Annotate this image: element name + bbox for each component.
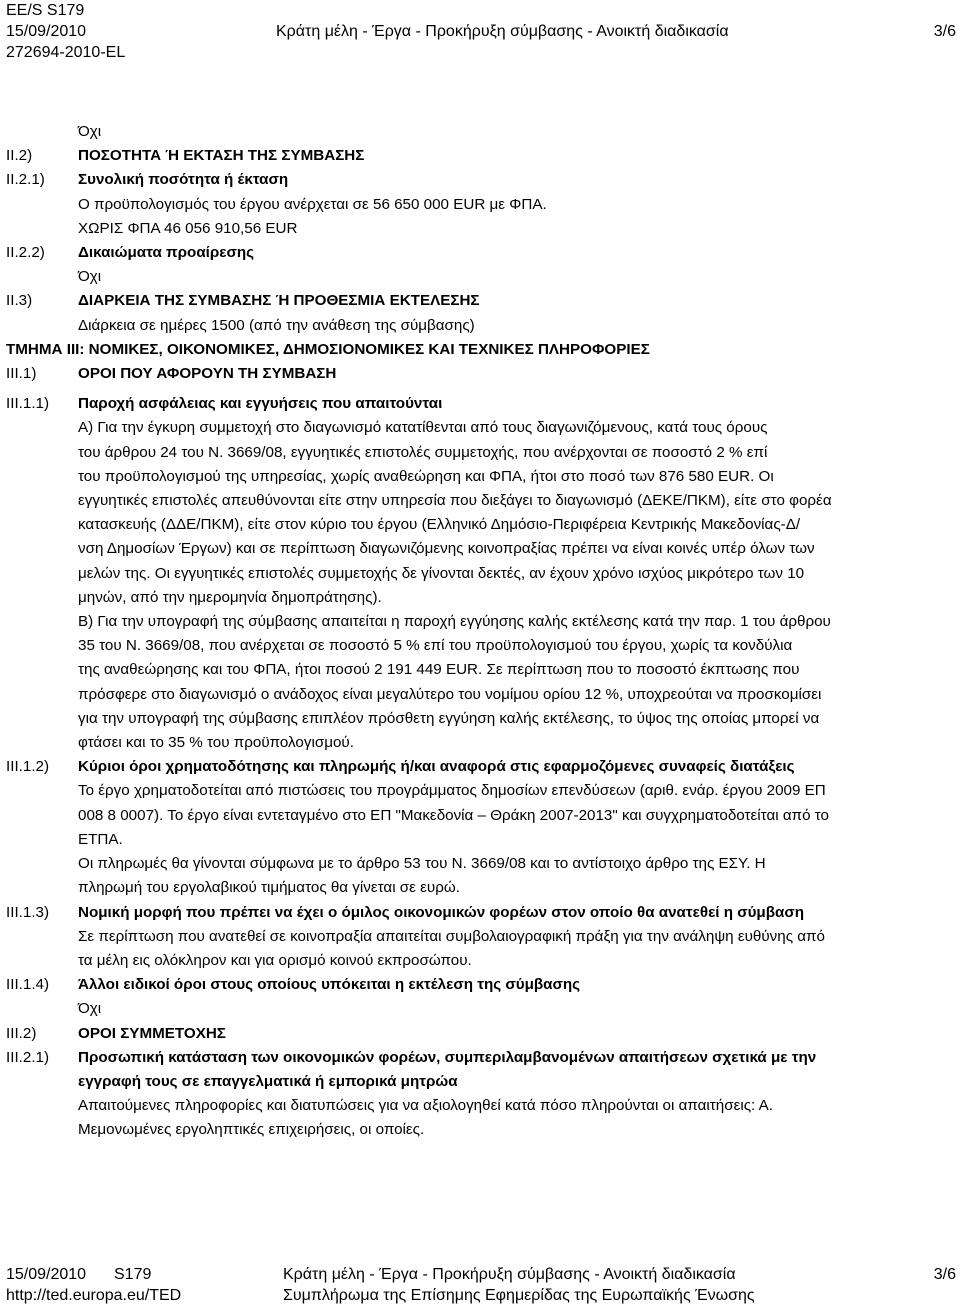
section-number: II.2) xyxy=(6,147,33,165)
section-title: Δικαιώματα προαίρεσης xyxy=(78,244,255,262)
footer-page: 3/6 xyxy=(933,1266,956,1283)
doc-code: EE/S S179 xyxy=(6,2,85,19)
text-line: πρόσφερε στο διαγωνισμό ο ανάδοχος είναι μεγαλύτερο του νομίμου ορίου 12 %, υποχρεούται να προσκομίσει xyxy=(78,685,822,703)
section-iii-2-1 xyxy=(0,1046,960,1143)
section-number: III.2) xyxy=(6,1024,37,1042)
text-line: Το έργο χρηματοδοτείται από πιστώσεις του προγράμματος δημοσίων επενδύσεων (αριθ. ενάρ. έργου 2009 ΕΠ xyxy=(78,782,826,800)
section-title: Παροχή ασφάλειας και εγγυήσεις που απαιτούνται xyxy=(78,395,443,413)
section-title: ΟΡΟΙ ΠΟΥ ΑΦΟΡΟΥΝ ΤΗ ΣΥΜΒΑΣΗ xyxy=(78,365,337,383)
section-number: II.2.1) xyxy=(6,171,45,189)
text-line: τα μέλη εις ολόκληρον και για ορισμό κοινού εκπροσώπου. xyxy=(78,951,472,969)
text-line: Οι πληρωμές θα γίνονται σύμφωνα με το άρθρο 53 του Ν. 3669/08 και το αντίστοιχο άρθρο της ΕΣΥ. Η xyxy=(78,855,766,873)
part-iii-heading xyxy=(0,338,960,362)
section-title: ΔΙΑΡΚΕΙΑ ΤΗΣ ΣΥΜΒΑΣΗΣ Ή ΠΡΟΘΕΣΜΙΑ ΕΚΤΕΛΕΣΗΣ xyxy=(78,292,480,310)
section-number: III.2.1) xyxy=(6,1048,50,1066)
section-number: II.3) xyxy=(6,292,33,310)
section-iii-1-2 xyxy=(0,755,960,900)
text-line: 008 8 0007). Το έργο είναι εντεταγμένο στο ΕΠ "Μακεδονία – Θράκη 2007-2013" και συγχρηματοδοτείται από το xyxy=(78,806,829,824)
section-title: Κύριοι όροι χρηματοδότησης και πληρωμής ή/και αναφορά στις εφαρμοζόμενες συναφείς διατάξεις xyxy=(78,758,795,776)
section-number: III.1.3) xyxy=(6,903,50,921)
header-title: Κράτη μέλη - Έργα - Προκήρυξη σύμβασης - Ανοικτή διαδικασία xyxy=(276,23,729,40)
section-s0-text: Όχι xyxy=(78,123,102,140)
text-line: 35 του Ν. 3669/08, που ανέρχεται σε ποσοστό 5 % επί του προϋπολογισμού του έργου, χωρίς τα κονδύλια xyxy=(78,637,793,655)
text-line: του προϋπολογισμού της υπηρεσίας, χωρίς αναθεώρηση και ΦΠΑ, ήτοι στο ποσό των 876 580 EUR. Οι xyxy=(78,467,774,485)
part-title: ΤΜΗΜΑ III: ΝΟΜΙΚΕΣ, ΟΙΚΟΝΟΜΙΚΕΣ, ΔΗΜΟΣΙΟΝΟΜΙΚΕΣ ΚΑΙ ΤΕΧΝΙΚΕΣ ΠΛΗΡΟΦΟΡΙΕΣ xyxy=(6,340,650,358)
section-iii-2 xyxy=(0,1022,960,1046)
text-line: κατασκευής (ΔΔΕ/ΠΚΜ), είτε στον κύριο του έργου (Ελληνικό Δημόσιο-Περιφέρεια Κεντρικής Μακεδονίας-Δ/ xyxy=(78,516,801,534)
text-line: μηνών, από την ημερομηνία δημοπράτησης). xyxy=(78,588,382,606)
budget-text: Ο προϋπολογισμός του έργου ανέρχεται σε 56 650 000 EUR με ΦΠΑ. xyxy=(78,195,547,213)
text-line: εγγυητικές επιστολές απευθύνονται είτε στην υπηρεσία που διεξάγει το διαγωνισμό (ΔΕΚΕ/ΠΚΜ), είτε στο φορέα xyxy=(78,492,832,510)
text-line: φτάσει και το 35 % του προϋπολογισμού. xyxy=(78,734,354,752)
section-number: III.1.4) xyxy=(6,976,50,994)
text-line: Όχι xyxy=(78,1000,102,1018)
footer-url[interactable]: http://ted.europa.eu/TED xyxy=(6,1287,182,1304)
header-date: 15/09/2010 xyxy=(6,23,87,40)
section-title: Προσωπική κατάσταση των οικονομικών φορέων, συμπεριλαμβανομένων απαιτήσεων σχετικά με την xyxy=(78,1048,817,1066)
section-title: εγγραφή τους σε επαγγελματικά ή εμπορικά μητρώα xyxy=(78,1072,458,1090)
section-title: ΟΡΟΙ ΣΥΜΜΕΤΟΧΗΣ xyxy=(78,1024,226,1042)
text-line: του άρθρου 24 του Ν. 3669/08, εγγυητικές επιστολές συμμετοχής, που ανέρχονται σε ποσοστό 2 % επί xyxy=(78,443,768,461)
page-header xyxy=(6,0,956,63)
section-number: III.1.2) xyxy=(6,758,50,776)
document-body xyxy=(0,120,960,1143)
section-title: Νομική μορφή που πρέπει να έχει ο όμιλος οικονομικών φορέων στον οποίο θα ανατεθεί η σύμβαση xyxy=(78,903,805,921)
section-number: II.2.2) xyxy=(6,244,45,262)
budget-without-vat: ΧΩΡΙΣ ΦΠΑ 46 056 910,56 EUR xyxy=(78,219,298,237)
section-title: Συνολική ποσότητα ή έκταση xyxy=(78,171,289,189)
section-ii-2-1 xyxy=(0,168,960,241)
text-line: μελών της. Οι εγγυητικές επιστολές συμμετοχής δε γίνονται δεκτές, αν έχουν χρόνο ισχύος μικρότερο των 10 xyxy=(78,564,805,582)
text-line: Α) Για την έγκυρη συμμετοχή στο διαγωνισμό κατατίθενται από τους διαγωνιζόμενους, κατά τους όρους xyxy=(78,419,768,437)
text-line: πληρωμή του εργολαβικού τιμήματος θα γίνεται σε ευρώ. xyxy=(78,879,460,897)
text-line: για την υπογραφή της σύμβασης επιπλέον πρόσθετη εγγύηση καλής εκτέλεσης, το ύψος της οποίας μπορεί να xyxy=(78,709,820,727)
header-ref: 272694-2010-EL xyxy=(6,44,126,61)
section-number: III.1.1) xyxy=(6,395,50,413)
text-line: της αναθεώρησης και του ΦΠΑ, ήτοι ποσού 2 191 449 EUR. Σε περίπτωση που το ποσοστό έκπτωσης που xyxy=(78,661,800,679)
text-line: Μεμονωμένες εργοληπτικές επιχειρήσεις, οι οποίες. xyxy=(78,1121,425,1139)
text-line: ΕΤΠΑ. xyxy=(78,830,123,848)
footer-publisher: Συμπλήρωμα της Επίσημης Εφημερίδας της Ευρωπαϊκής Ένωσης xyxy=(283,1287,755,1304)
section-number: III.1) xyxy=(6,365,37,383)
header-page: 3/6 xyxy=(933,23,956,40)
duration-text: Διάρκεια σε ημέρες 1500 (από την ανάθεση της σύμβασης) xyxy=(78,316,475,334)
footer-title: Κράτη μέλη - Έργα - Προκήρυξη σύμβασης - Ανοικτή διαδικασία xyxy=(283,1266,736,1283)
section-ii-3 xyxy=(0,289,960,337)
section-iii-1-4 xyxy=(0,973,960,1021)
text-line: Β) Για την υπογραφή της σύμβασης απαιτείται η παροχή εγγύησης καλής εκτέλεσης κατά την παρ. 1 του άρθρου xyxy=(78,613,831,631)
section-ii-2-2 xyxy=(0,241,960,289)
section-s0 xyxy=(0,120,960,144)
section-title: Άλλοι ειδικοί όροι στους οποίους υπόκειται η εκτέλεση της σύμβασης xyxy=(78,976,581,994)
page-footer xyxy=(6,1264,956,1306)
options-value: Όχι xyxy=(78,268,102,286)
section-ii-2 xyxy=(0,144,960,168)
text-line: Σε περίπτωση που ανατεθεί σε κοινοπραξία απαιτείται συμβολαιογραφική πράξη για την ανάληψη ευθύνης από xyxy=(78,927,825,945)
text-line: Απαιτούμενες πληροφορίες και διατυπώσεις για να αξιολογηθεί κατά πόσο πληρούνται οι απαιτήσεις: Α. xyxy=(78,1097,774,1115)
footer-date: 15/09/2010 xyxy=(6,1266,87,1283)
section-iii-1-1 xyxy=(0,392,960,755)
section-title: ΠΟΣΟΤΗΤΑ Ή ΕΚΤΑΣΗ ΤΗΣ ΣΥΜΒΑΣΗΣ xyxy=(78,147,365,165)
section-iii-1 xyxy=(0,362,960,386)
text-line: νση Δημοσίων Έργων) και σε περίπτωση διαγωνιζόμενης κοινοπραξίας πρέπει να είναι κοινές υπέρ όλων των xyxy=(78,540,815,558)
footer-series: S179 xyxy=(114,1266,152,1283)
section-iii-1-3 xyxy=(0,901,960,974)
